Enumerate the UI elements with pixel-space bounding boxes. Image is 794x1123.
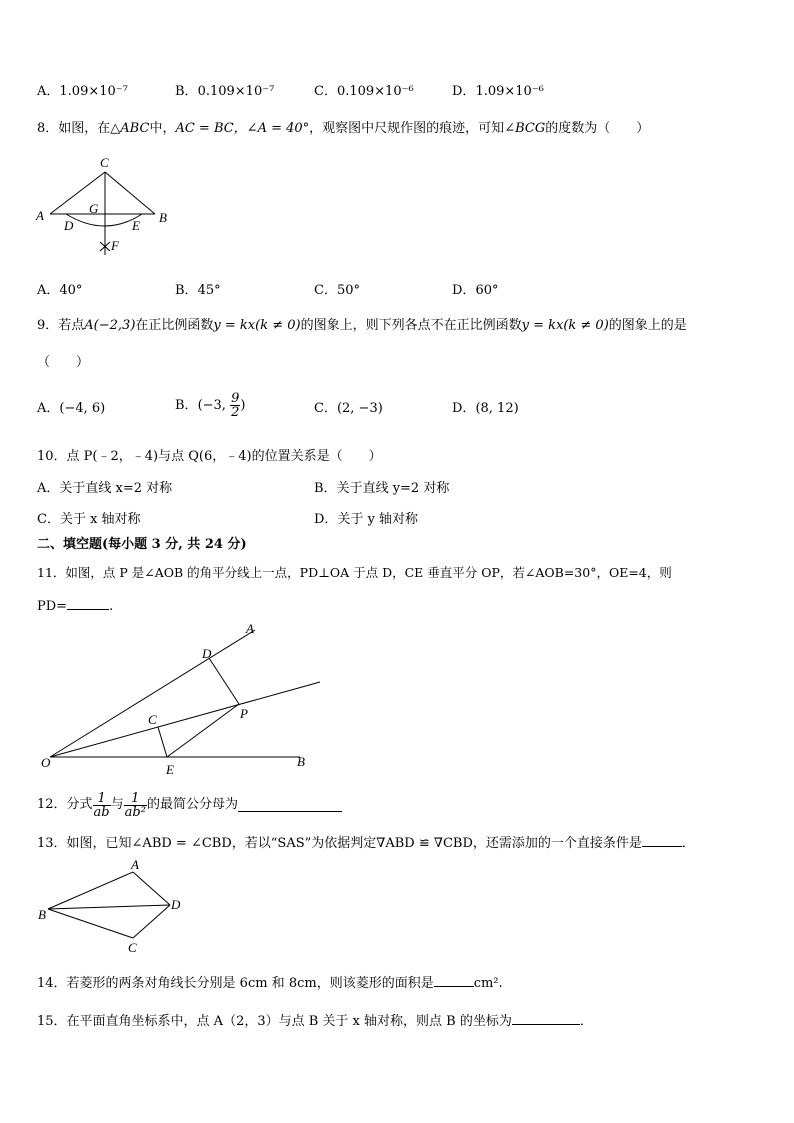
q13-seg-bc xyxy=(48,909,133,938)
q9-option-d: D．(8, 12) xyxy=(452,401,519,416)
q13-label-a: A xyxy=(131,857,139,872)
q11-seg-ce xyxy=(158,727,167,757)
q11-label-b: B xyxy=(297,754,305,769)
q8-option-a: A．40° xyxy=(37,283,83,298)
q7-option-d: D．1.09×10⁻⁶ xyxy=(452,84,544,99)
q11-label-a: A xyxy=(246,621,254,636)
q9-option-b-fraction: $\frac{9}{2}$ xyxy=(231,391,240,420)
q12-answer-blank[interactable] xyxy=(238,799,342,812)
q14-stem: 14．若菱形的两条对角线长分别是 6cm 和 8cm，则该菱形的面积是 cm². xyxy=(37,976,503,991)
q8-label-b: B xyxy=(159,210,167,225)
q11-ray-oa xyxy=(50,630,255,757)
q13-label-b: B xyxy=(38,907,46,922)
q10-option-c: C．关于 x 轴对称 xyxy=(37,512,141,527)
q11-label-e: E xyxy=(166,762,174,777)
q11-label-c: C xyxy=(148,712,157,727)
q8-label-g: G xyxy=(89,201,99,216)
q11-label-d: D xyxy=(202,646,212,661)
q11-label-o: O xyxy=(41,755,51,770)
q13-seg-ad xyxy=(133,872,170,905)
q13-seg-bd xyxy=(48,905,170,909)
q10-option-b: B．关于直线 y=2 对称 xyxy=(314,481,450,496)
q15-answer-blank[interactable] xyxy=(512,1012,580,1025)
q9-option-b: B．(−3, $\frac{9}{2}$ ) xyxy=(175,391,246,420)
q13-seg-cd xyxy=(133,905,170,938)
q8-figure xyxy=(30,150,190,260)
q8-stem: 8．如图，在△ABC中，AC = BC，∠A = 40°，观察图中尺规作图的痕迹，可知∠BCG的度数为（ ） xyxy=(37,121,650,136)
q13-label-d: D xyxy=(171,897,181,912)
q7-option-a: A．1.09×10⁻⁷ xyxy=(37,84,128,99)
q8-line-cb xyxy=(105,172,155,214)
q13-answer-blank[interactable] xyxy=(642,834,682,847)
q12-fraction-2: $\frac{1}{\text{ab²}}$ xyxy=(124,790,146,820)
q8-arc-de xyxy=(66,214,142,226)
q9-option-a: A．(−4, 6) xyxy=(37,401,106,416)
q13-seg-ba xyxy=(48,872,133,909)
q11-label-p: P xyxy=(240,706,248,721)
q11-ray-op xyxy=(50,682,320,757)
q11-answer-blank[interactable] xyxy=(67,597,109,610)
q12-fraction-1: $\frac{1}{ab}$ xyxy=(93,790,110,820)
q10-option-a: A．关于直线 x=2 对称 xyxy=(37,481,173,496)
q13-label-c: C xyxy=(128,940,137,955)
q13-stem: 13．如图，已知∠ABD = ∠CBD，若以“SAS”为依据判定∇ABD ≌ ∇CBD，还需添加的一个直接条件是 ． xyxy=(37,836,695,851)
q8-label-f: F xyxy=(111,238,119,253)
q13-figure xyxy=(30,855,200,960)
q8-option-d: D．60° xyxy=(452,283,499,298)
q11-seg-dp xyxy=(209,658,239,704)
q11-seg-ep xyxy=(167,704,239,757)
q8-option-b: B．45° xyxy=(175,283,221,298)
q11-figure xyxy=(30,620,330,780)
q7-option-b: B．0.109×10⁻⁷ xyxy=(175,84,275,99)
q8-option-c: C．50° xyxy=(314,283,360,298)
q15-stem: 15．在平面直角坐标系中，点 A（2，3）与点 B 关于 x 轴对称，则点 B 的坐标为 ． xyxy=(37,1014,593,1029)
q8-label-a: A xyxy=(36,208,44,223)
section-title: 二、填空题(每小题 3 分, 共 24 分) xyxy=(37,537,247,552)
q10-stem: 10．点 P(﹣2，﹣4)与点 Q(6，﹣4)的位置关系是（ ） xyxy=(37,449,382,464)
q9-stem: 9．若点A(−2,3)在正比例函数y = kx(k ≠ 0)的图象上，则下列各点不在正比例函数y = kx(k ≠ 0)的图象上的是 xyxy=(37,318,687,333)
q14-answer-blank[interactable] xyxy=(434,974,474,987)
q9-option-c: C．(2, −3) xyxy=(314,401,383,416)
q11-stem: 11．如图，点 P 是∠AOB 的角平分线上一点，PD⊥OA 于点 D，CE 垂直平分 OP，若∠AOB=30°，OE=4，则 xyxy=(37,565,672,580)
q9-paren: （ ） xyxy=(37,355,90,370)
q7-option-c: C．0.109×10⁻⁶ xyxy=(314,84,414,99)
q8-label-d: D xyxy=(64,218,74,233)
q8-label-c: C xyxy=(100,155,109,170)
q10-option-d: D．关于 y 轴对称 xyxy=(314,512,419,527)
q12-stem: 12．分式 $\frac{1}{ab}$ 与 $\frac{1}{\text{ab²}}$ 的最简公分母为 xyxy=(37,788,342,822)
q11-line2: PD= . xyxy=(37,599,114,614)
q8-label-e: E xyxy=(132,218,140,233)
